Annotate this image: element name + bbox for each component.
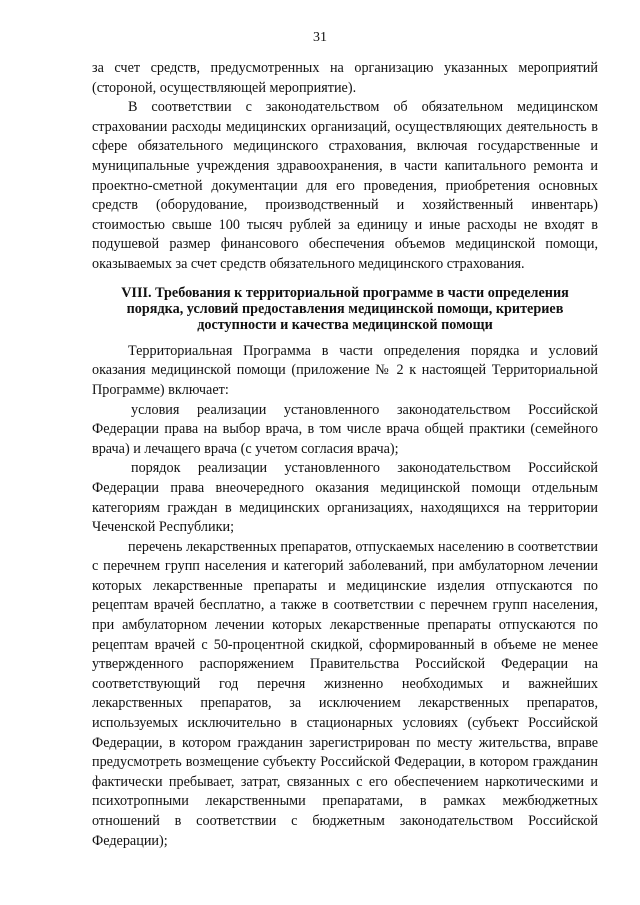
paragraph-priority-care: порядок реализации установленного законодательством Российской Федерации права внеочередного оказания медицинской помощи отдельным категориям граждан в медицинских организациях, находящихся на территории Чеченской Республики;	[92, 460, 598, 536]
paragraph-program-includes: Территориальная Программа в части определения порядка и условий оказания медицинской помощи (приложение № 2 к настоящей Территориальной Программе) включает:	[92, 342, 598, 398]
paragraph-oms-expenses: В соответствии с законодательством об обязательном медицинском страховании расходы медицинских организаций, осуществляющих деятельность в сфере обязательного медицинского страхования, включая государственные и муниципальные учреждения здравоохранения, в части капитального ремонта и проектно-сметной документации для его проведения, приобретения основных средств (оборудование, производственный и хозяйственный инвентарь) стоимостью свыше 100 тысяч рублей за единицу и иные расходы не входят в подушевой размер финансового обеспечения объемов медицинской помощи, оказываемых за счет средств обязательного медицинского страхования.	[92, 99, 598, 272]
paragraph-continuation: за счет средств, предусмотренных на организацию указанных мероприятий (стороной, осуществляющей мероприятие).	[92, 60, 598, 96]
paragraph-doctor-choice: условия реализации установленного законодательством Российской Федерации права на выбор врача, в том числе врача общей практики (семейного врача) и лечащего врача (с учетом согласия врача);	[92, 401, 598, 457]
section-heading-viii: VIII. Требования к территориальной программе в части определения порядка, условий предоставления медицинской помощи, критериев доступности и качества медицинской помощи	[121, 284, 569, 334]
paragraph-drug-list: перечень лекарственных препаратов, отпускаемых населению в соответствии с перечнем групп населения и категорий заболеваний, при амбулаторном лечении которых лекарственные препараты и медицинские изделия отпускаются по рецептам врачей бесплатно, а также в соответствии с перечнем групп населения, при амбулаторном лечении которых лекарственные препараты отпускаются по рецептам врачей с 50-процентной скидкой, сформированный в объеме не менее утвержденного распоряжением Правительства Российской Федерации на соответствующий год перечня жизненно необходимых и важнейших лекарственных препаратов, за исключением лекарственных препаратов, используемых исключительно в стационарных условиях (субъект Российской Федерации, в котором гражданин зарегистрирован по месту жительства, вправе предусмотреть возмещение субъекту Российской Федерации, в котором гражданин фактически пребывает, затрат, связанных с его обеспечением наркотическими и психотропными лекарственными препаратами, в рамках межбюджетных отношений в соответствии с бюджетным законодательством Российской Федерации);	[92, 538, 598, 849]
document-body	[92, 59, 598, 851]
page-number: 31	[313, 30, 327, 45]
